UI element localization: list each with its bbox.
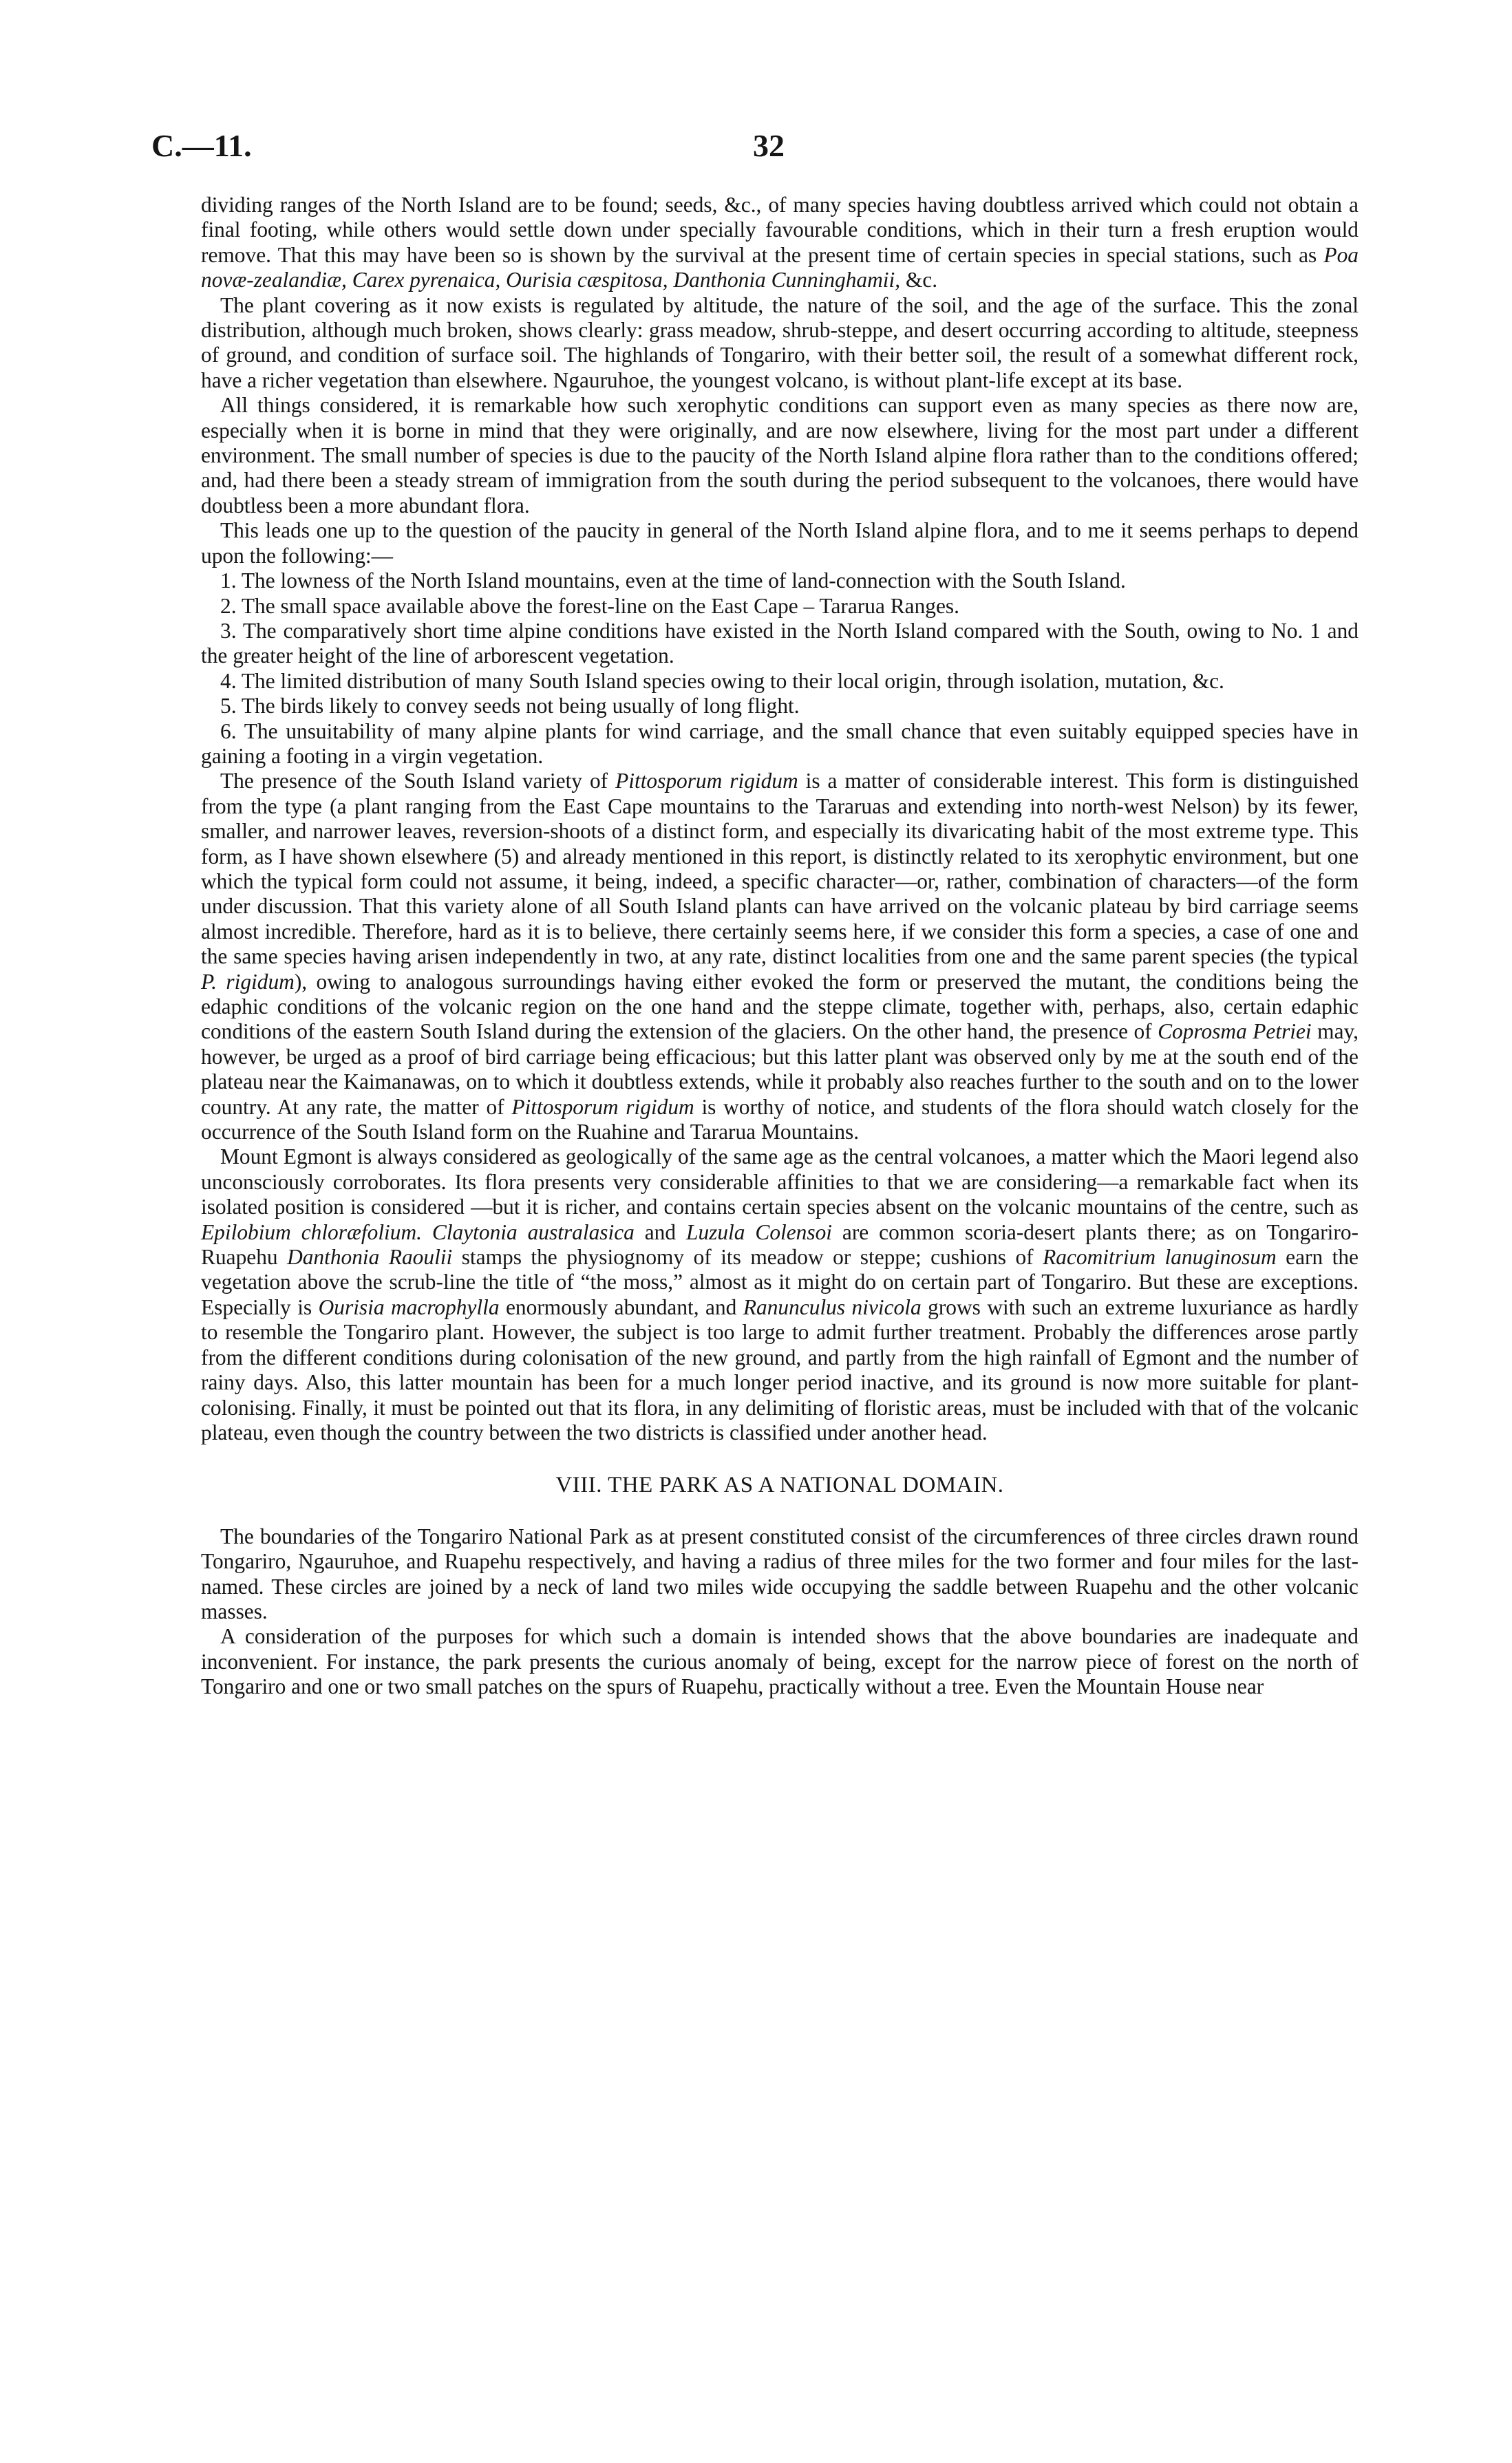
text-run: dividing ranges of the North Island are to be found; seeds, &c., of many species having doubtless arrived which could not obtain a final footing, while others would settle down under specially favourable conditions, which in their turn a fresh eruption would remove. That this may have been so is shown by the survival at the present time of certain species in special stations, such as: [201, 193, 1359, 267]
text-run: The presence of the South Island variety of: [220, 769, 616, 793]
text-run: 3. The comparatively short time alpine conditions have existed in the North Island compared with the South, owing to No. 1 and the greater height of the line of arborescent vegetation.: [201, 618, 1359, 668]
italic-text: Racomitrium lanuginosum: [1043, 1245, 1277, 1270]
text-run: &c.: [900, 268, 938, 292]
text-run: The plant covering as it now exists is regulated by altitude, the nature of the soil, and the age of the surface. This the zonal distribution, although much broken, shows clearly: grass meadow, shrub-steppe, and desert occurring according to altitude, steepness of ground, and condition of surface soil. The highlands of Tongariro, with their better soil, the result of a somewhat different rock, have a richer vegetation than elsewhere. Ngauruhoe, the youngest volcano, is without plant-life except at its base.: [201, 292, 1359, 392]
text-run: VIII. THE PARK AS A NATIONAL DOMAIN.: [555, 1473, 1004, 1498]
section-heading: [201, 1473, 1359, 1497]
paragraph: [201, 1624, 1359, 1699]
text-run: Mount Egmont is always considered as geologically of the same age as the central volcanoes, a matter which the Maori legend also unconsciously corroborates. Its flora presents very considerable affinities to that we are considering—a remarkable fact when its isolated position is considered —but it is richer, and contains certain species absent on the volcanic mountains of the centre, such as: [201, 1144, 1359, 1219]
text-run: stamps the physiognomy of its meadow or steppe; cushions of: [452, 1245, 1043, 1270]
body-text: [201, 193, 1359, 1700]
text-run: This leads one up to the question of the paucity in general of the North Island alpine flora, and to me it seems perhaps to depend upon the following:—: [201, 518, 1359, 568]
paragraph: [201, 1524, 1359, 1625]
page-number: 32: [753, 128, 785, 163]
text-run: All things considered, it is remarkable how such xerophytic conditions can support even as many species as there now are, especially when it is borne in mind that they were originally, and are now elsewhere, living for the most part under a different environment. The small number of species is due to the paucity of the North Island alpine flora rather than to the conditions offered; and, had there been a steady stream of immigration from the south during the period subsequent to the volcanoes, there would have doubtless been a more abundant flora.: [201, 393, 1359, 518]
italic-text: Pittosporum rigidum: [615, 769, 798, 793]
text-run: 2. The small space available above the forest-line on the East Cape – Tararua Ranges.: [220, 593, 959, 618]
paragraph: [201, 193, 1359, 293]
text-run: The boundaries of the Tongariro National Park as at present constituted consist of the circumferences of three circles drawn round Tongariro, Ngauruhoe, and Ruapehu respectively, and having a radius of three miles for the two former and four miles for the last-named. These circles are joined by a neck of land two miles wide occupying the saddle between Ruapehu and the other volcanic masses.: [201, 1524, 1359, 1623]
italic-text: P. rigidum: [201, 969, 295, 994]
italic-text: Ranunculus nivicola: [743, 1294, 922, 1319]
report-reference: C.—11.: [151, 128, 252, 163]
text-run: may, however, be urged as a proof of bird carriage being efficacious; but this latter plant was observed only by me at the south end of the plateau near the Kaimanawas, on to which it doubtless extends, while it probably also reaches further to the south and on to the lower country. At any rate, the matter of: [201, 1019, 1359, 1119]
text-run: grows with such an extreme luxuriance as hardly to resemble the Tongariro plant. However, the subject is too large to admit further treatment. Probably the differences arose partly from the different conditions during colonisation of the new ground, and partly from the high rainfall of Egmont and the number of rainy days. Also, this latter mountain has been for a much longer period inactive, and its ground is now more suitable for plant-colonising. Finally, it must be pointed out that its flora, in any delimiting of floristic areas, must be included with that of the volcanic plateau, even though the country between the two districts is classified under another head.: [201, 1294, 1359, 1444]
text-run: are common scoria-desert plants there; as on Tongariro-Ruapehu: [201, 1219, 1359, 1270]
text-run: is worthy of notice, and students of the flora should watch closely for the occurrence of the South Island form on the Ruahine and Tararua Mountains.: [201, 1094, 1359, 1144]
paragraph: [201, 393, 1359, 518]
paragraph: [201, 669, 1359, 694]
text-run: 6. The unsuitability of many alpine plants for wind carriage, and the small chance that even suitably equipped species have in gaining a footing in a virgin vegetation.: [201, 718, 1359, 768]
italic-text: Coprosma Petriei: [1158, 1019, 1312, 1044]
italic-text: Ourisia macrophylla: [318, 1294, 500, 1319]
paragraph: [201, 719, 1359, 769]
paragraph: [201, 694, 1359, 718]
paragraph: [201, 518, 1359, 568]
italic-text: Epilobium chloræfolium. Claytonia australasica: [201, 1219, 635, 1244]
paragraph: [201, 1144, 1359, 1445]
text-run: 1. The lowness of the North Island mountains, even at the time of land-connection with the South Island.: [220, 568, 1126, 593]
paragraph: [201, 594, 1359, 619]
text-run: ), owing to analogous surroundings having either evoked the form or preserved the mutant, the conditions being the edaphic conditions of the volcanic region on the one hand and the steppe climate, together with, perhaps, also, certain edaphic conditions of the eastern South Island during the extension of the glaciers. On the other hand, the presence of: [201, 969, 1359, 1044]
text-run: enormously abundant, and: [499, 1294, 743, 1319]
italic-text: Luzula Colensoi: [685, 1219, 832, 1244]
italic-text: Danthonia Raoulii: [287, 1245, 453, 1270]
text-run: and: [634, 1219, 686, 1244]
text-run: 5. The birds likely to convey seeds not being usually of long flight.: [220, 694, 800, 718]
paragraph: [201, 769, 1359, 1144]
paragraph: [201, 619, 1359, 669]
italic-text: Poa novæ-zealandiæ, Carex pyrenaica, Ourisia cæspitosa, Danthonia Cunninghamii,: [201, 242, 1359, 292]
text-run: is a matter of considerable interest. This form is distinguished from the type (a plant ranging from the East Cape mountains to the Tararuas and extending into north-west Nelson) by its fewer, smaller, and narrower leaves, reversion-shoots of a distinct form, and especially its divaricating habit of the most extreme type. This form, as I have shown elsewhere (5) and already mentioned in this report, is distinctly related to its xerophytic environment, but one which the typical form could not assume, it being, indeed, a specific character—or, rather, combination of characters—of the form under discussion. That this variety alone of all South Island plants can have arrived on the volcanic plateau by bird carriage seems almost incredible. Therefore, hard as it is to believe, there certainly seems here, if we consider this form a species, a case of one and the same species having arisen independently in two, at any rate, distinct localities from one and the same parent species (the typical: [201, 769, 1359, 969]
text-run: 4. The limited distribution of many South Island species owing to their local origin, through isolation, mutation, &c.: [220, 668, 1224, 693]
paragraph: [201, 568, 1359, 593]
paragraph: [201, 293, 1359, 394]
text-run: A consideration of the purposes for which such a domain is intended shows that the above boundaries are inadequate and inconvenient. For instance, the park presents the curious anomaly of being, except for the narrow piece of forest on the north of Tongariro and one or two small patches on the spurs of Ruapehu, practically without a tree. Even the Mountain House near: [201, 1624, 1359, 1699]
text-run: earn the vegetation above the scrub-line the title of “the moss,” almost as it might do on certain part of Tongariro. But these are exceptions. Especially is: [201, 1245, 1359, 1319]
italic-text: Pittosporum rigidum: [511, 1094, 694, 1119]
